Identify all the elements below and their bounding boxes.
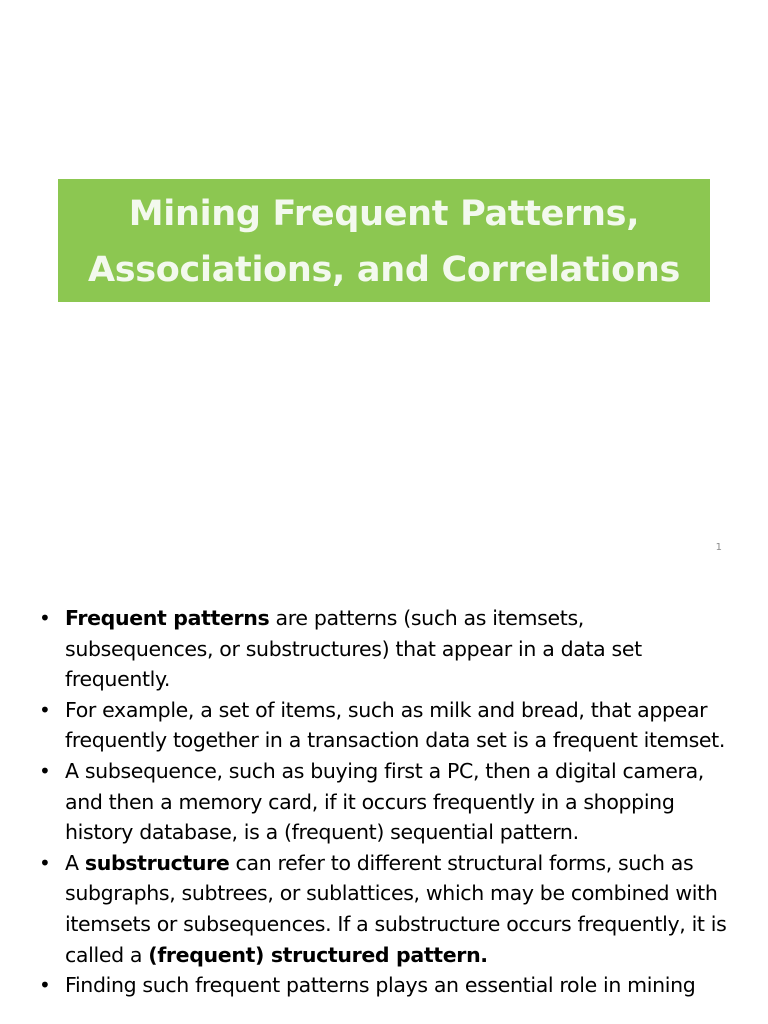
bullet-dot-icon: • (39, 606, 51, 630)
bullet-bold-text: Frequent patterns (65, 606, 270, 630)
slide-page-number: 1 (715, 542, 722, 553)
bullet-dot-icon: • (39, 850, 51, 875)
bullet-dot-icon: • (39, 697, 51, 722)
bullet-dot-icon: • (39, 973, 51, 998)
bullet-text: For example, a set of items, such as milk and bread, that appear frequently together in a transaction data set is a frequent itemset. (65, 697, 726, 753)
slide-title-line-2: Associations, and Correlations (87, 249, 681, 290)
slide-title-line-1: Mining Frequent Patterns, (128, 193, 640, 234)
title-banner (58, 179, 710, 302)
bullet-text: A subsequence, such as buying first a PC, then a digital camera, and then a memory card, if it occurs frequently in a shopping history database, is a (frequent) sequential pattern. (65, 758, 704, 845)
bullet-text: Finding such frequent patterns plays an essential role in mining (65, 973, 696, 998)
bullet-item (0, 695, 733, 756)
bullet-item (0, 970, 733, 1001)
bullet-item (0, 603, 733, 695)
bullet-bold-text: (frequent) structured pattern. (148, 942, 488, 967)
bullet-bold-text: substructure (84, 850, 230, 875)
bullet-list (0, 603, 768, 1001)
bullet-text: A (65, 850, 85, 875)
bullet-text: can refer to different structural forms, such as subgraphs, subtrees, or sublattices, which may be combined with itemsets or subsequences. If a substructure occurs frequently, it is called a (65, 850, 727, 967)
bullet-item (0, 756, 733, 848)
bullet-text: are patterns (such as itemsets, subsequences, or substructures) that appear in a data set frequently. (65, 606, 642, 692)
bullet-item (0, 848, 733, 970)
bullet-dot-icon: • (39, 758, 51, 783)
